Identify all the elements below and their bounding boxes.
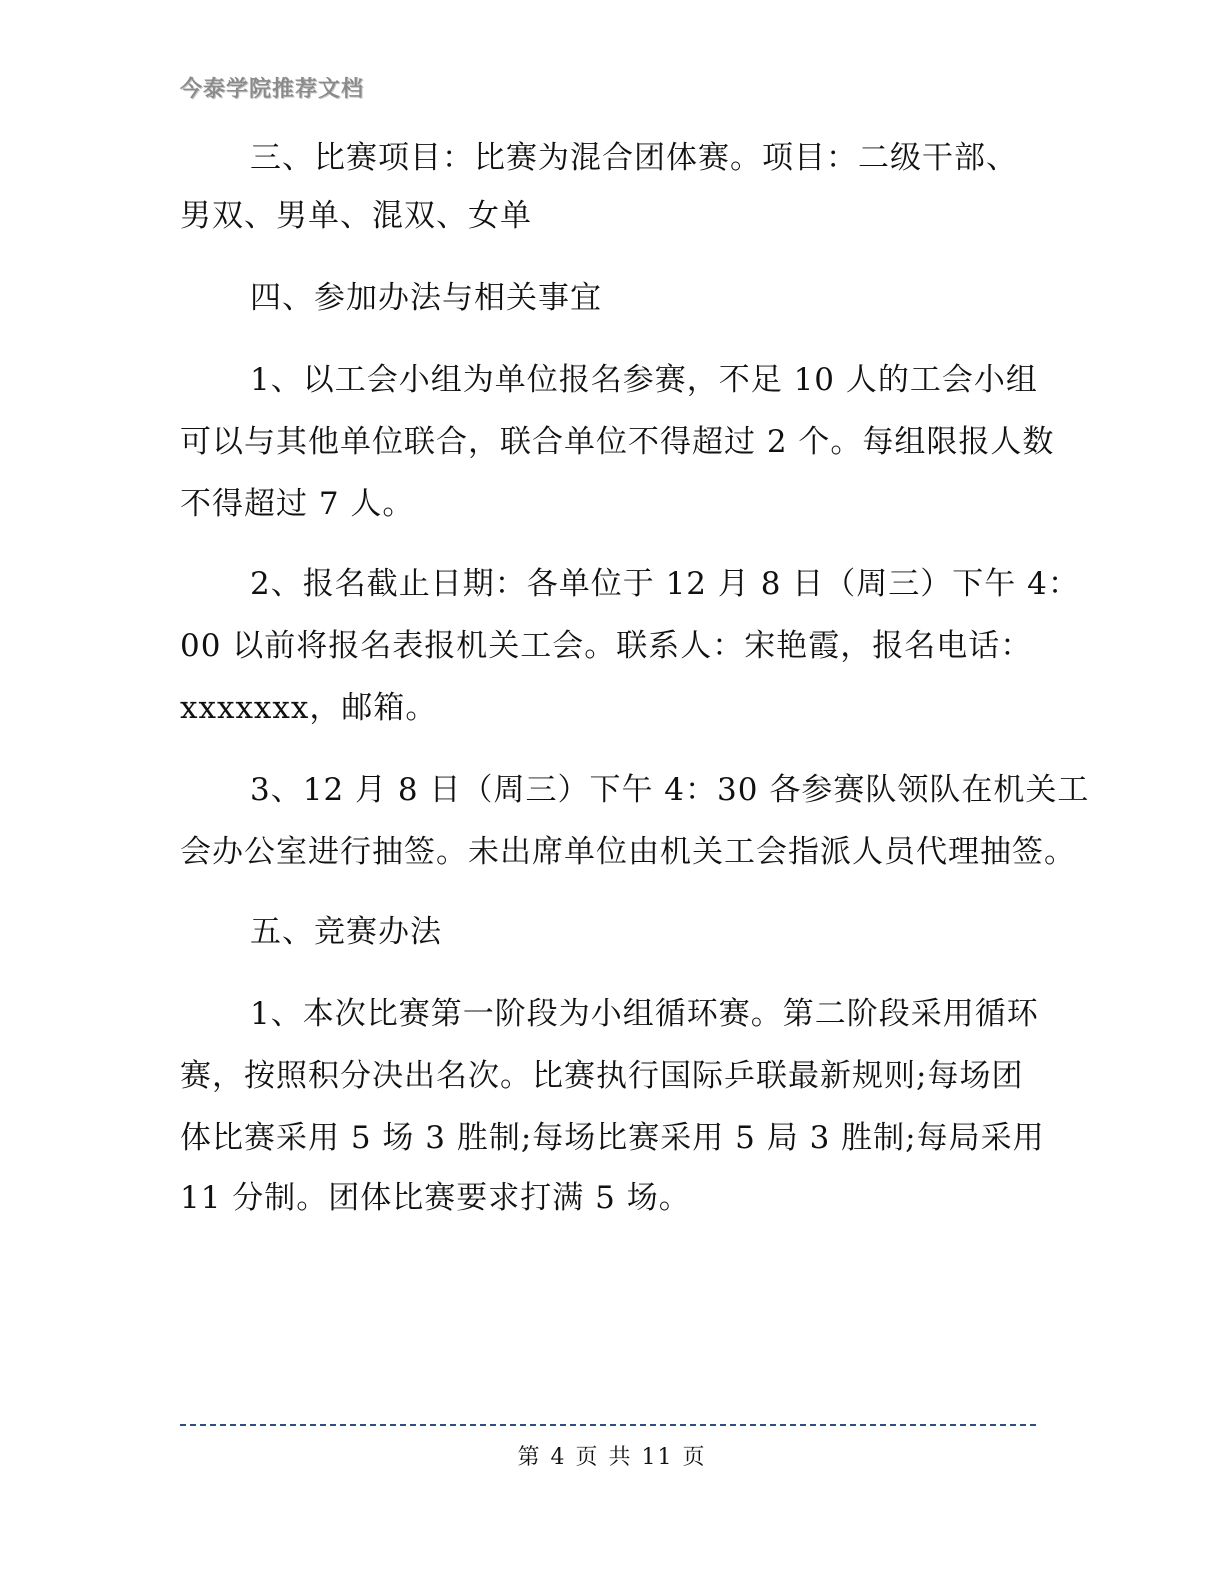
item-4-1-line-2: 可以与其他单位联合，联合单位不得超过 2 个。每组限报人数: [180, 424, 1055, 460]
item-4-3-line-1: 3、12 月 8 日（周三）下午 4：30 各参赛队领队在机关工: [250, 772, 1090, 808]
item-5-1-line-1: 1、本次比赛第一阶段为小组循环赛。第二阶段采用循环: [250, 996, 1039, 1032]
item-5-1-line-2: 赛，按照积分决出名次。比赛执行国际乒联最新规则;每场团: [180, 1058, 1024, 1094]
footer-divider: [180, 1424, 1036, 1426]
item-4-1-line-1: 1、以工会小组为单位报名参赛，不足 10 人的工会小组: [250, 362, 1038, 398]
section-4-heading: 四、参加办法与相关事宜: [250, 280, 602, 316]
section-5-heading: 五、竞赛办法: [250, 914, 442, 950]
item-4-3-line-2: 会办公室进行抽签。未出席单位由机关工会指派人员代理抽签。: [180, 834, 1076, 870]
item-5-1-line-3: 体比赛采用 5 场 3 胜制;每场比赛采用 5 局 3 胜制;每局采用: [180, 1120, 1045, 1156]
section-3-line-2: 男双、男单、混双、女单: [180, 198, 532, 234]
item-4-2-line-3: xxxxxxx，邮箱。: [180, 690, 438, 726]
item-5-1-line-4: 11 分制。团体比赛要求打满 5 场。: [180, 1180, 691, 1216]
page-number: 第 4 页 共 11 页: [517, 1445, 707, 1470]
item-4-2-line-2: 00 以前将报名表报机关工会。联系人：宋艳霞，报名电话：: [180, 628, 1033, 664]
document-header: 今泰学院推荐文档: [180, 77, 365, 102]
item-4-1-line-3: 不得超过 7 人。: [180, 486, 415, 522]
section-3-line-1: 三、比赛项目：比赛为混合团体赛。项目：二级干部、: [250, 140, 1018, 176]
item-4-2-line-1: 2、报名截止日期：各单位于 12 月 8 日（周三）下午 4：: [250, 566, 1080, 602]
